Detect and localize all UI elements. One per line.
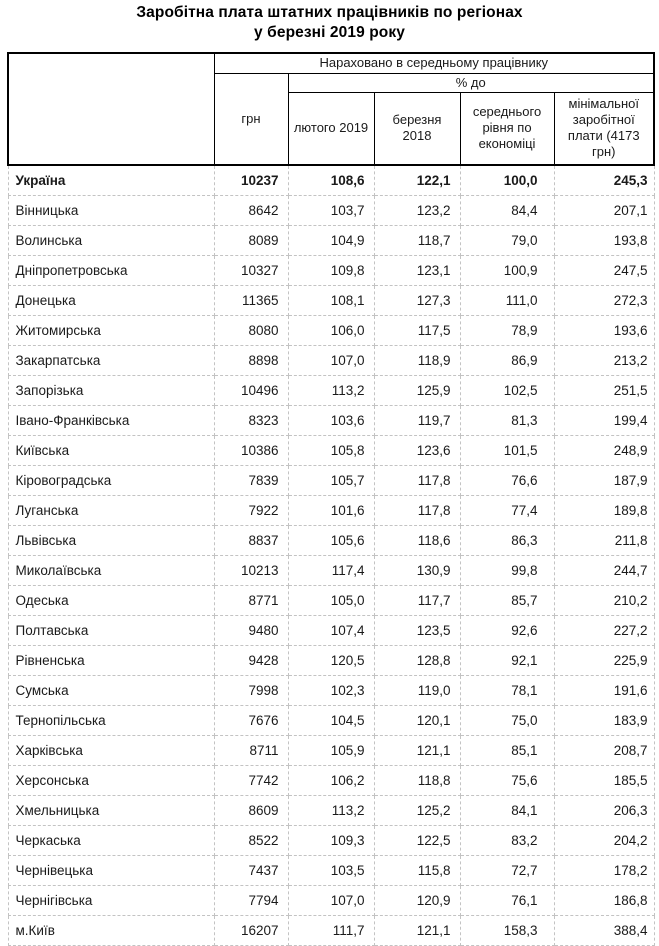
value-cell: 104,9 xyxy=(288,225,374,255)
region-cell: Хмельницька xyxy=(8,795,214,825)
value-cell: 127,3 xyxy=(374,285,460,315)
value-cell: 118,7 xyxy=(374,225,460,255)
value-cell: 204,2 xyxy=(554,825,654,855)
header-col-min-wage: мінімальної заробітної плати (4173 грн) xyxy=(554,92,654,165)
value-cell: 100,0 xyxy=(460,165,554,195)
value-cell: 111,7 xyxy=(288,915,374,945)
region-cell: Івано-Франківська xyxy=(8,405,214,435)
value-cell: 86,3 xyxy=(460,525,554,555)
value-cell: 103,7 xyxy=(288,195,374,225)
region-cell: Чернівецька xyxy=(8,855,214,885)
value-cell: 8771 xyxy=(214,585,288,615)
value-cell: 99,8 xyxy=(460,555,554,585)
region-cell: Полтавська xyxy=(8,615,214,645)
value-cell: 211,8 xyxy=(554,525,654,555)
title-line-1: Заробітна плата штатних працівників по регіонах xyxy=(136,4,523,21)
value-cell: 104,5 xyxy=(288,705,374,735)
value-cell: 81,3 xyxy=(460,405,554,435)
value-cell: 245,3 xyxy=(554,165,654,195)
header-uah-cell: грн xyxy=(214,73,288,165)
table-row xyxy=(8,225,654,255)
value-cell: 85,7 xyxy=(460,585,554,615)
value-cell: 123,1 xyxy=(374,255,460,285)
value-cell: 7794 xyxy=(214,885,288,915)
region-cell: Миколаївська xyxy=(8,555,214,585)
value-cell: 227,2 xyxy=(554,615,654,645)
value-cell: 120,9 xyxy=(374,885,460,915)
value-cell: 75,0 xyxy=(460,705,554,735)
table-row xyxy=(8,495,654,525)
value-cell: 105,0 xyxy=(288,585,374,615)
value-cell: 206,3 xyxy=(554,795,654,825)
table-row xyxy=(8,585,654,615)
value-cell: 102,5 xyxy=(460,375,554,405)
value-cell: 225,9 xyxy=(554,645,654,675)
value-cell: 117,8 xyxy=(374,465,460,495)
value-cell: 10386 xyxy=(214,435,288,465)
table-row xyxy=(8,735,654,765)
value-cell: 7839 xyxy=(214,465,288,495)
value-cell: 109,8 xyxy=(288,255,374,285)
header-col-mar2018: березня 2018 xyxy=(374,92,460,165)
value-cell: 16207 xyxy=(214,915,288,945)
title-line-2: у березні 2019 року xyxy=(254,24,405,41)
table-row xyxy=(8,315,654,345)
value-cell: 121,1 xyxy=(374,915,460,945)
value-cell: 189,8 xyxy=(554,495,654,525)
value-cell: 109,3 xyxy=(288,825,374,855)
value-cell: 185,5 xyxy=(554,765,654,795)
header-blank-cell xyxy=(8,53,214,165)
value-cell: 207,1 xyxy=(554,195,654,225)
table-row xyxy=(8,525,654,555)
value-cell: 113,2 xyxy=(288,795,374,825)
value-cell: 106,0 xyxy=(288,315,374,345)
region-cell: Сумська xyxy=(8,675,214,705)
value-cell: 92,6 xyxy=(460,615,554,645)
table-row xyxy=(8,645,654,675)
value-cell: 84,4 xyxy=(460,195,554,225)
value-cell: 10496 xyxy=(214,375,288,405)
value-cell: 7998 xyxy=(214,675,288,705)
value-cell: 85,1 xyxy=(460,735,554,765)
value-cell: 86,9 xyxy=(460,345,554,375)
table-row xyxy=(8,615,654,645)
value-cell: 117,5 xyxy=(374,315,460,345)
value-cell: 117,8 xyxy=(374,495,460,525)
region-cell: Львівська xyxy=(8,525,214,555)
value-cell: 101,6 xyxy=(288,495,374,525)
value-cell: 123,2 xyxy=(374,195,460,225)
value-cell: 119,0 xyxy=(374,675,460,705)
value-cell: 79,0 xyxy=(460,225,554,255)
header-col-feb2019: лютого 2019 xyxy=(288,92,374,165)
table-row xyxy=(8,285,654,315)
value-cell: 103,5 xyxy=(288,855,374,885)
value-cell: 208,7 xyxy=(554,735,654,765)
value-cell: 107,0 xyxy=(288,885,374,915)
value-cell: 186,8 xyxy=(554,885,654,915)
table-row xyxy=(8,255,654,285)
value-cell: 123,6 xyxy=(374,435,460,465)
value-cell: 8609 xyxy=(214,795,288,825)
table-row xyxy=(8,165,654,195)
value-cell: 272,3 xyxy=(554,285,654,315)
table-row xyxy=(8,405,654,435)
value-cell: 7676 xyxy=(214,705,288,735)
table-row xyxy=(8,675,654,705)
region-cell: Запорізька xyxy=(8,375,214,405)
value-cell: 7922 xyxy=(214,495,288,525)
region-cell: Україна xyxy=(8,165,214,195)
value-cell: 105,9 xyxy=(288,735,374,765)
value-cell: 76,1 xyxy=(460,885,554,915)
value-cell: 9480 xyxy=(214,615,288,645)
value-cell: 118,6 xyxy=(374,525,460,555)
table-row xyxy=(8,705,654,735)
value-cell: 8711 xyxy=(214,735,288,765)
value-cell: 121,1 xyxy=(374,735,460,765)
value-cell: 244,7 xyxy=(554,555,654,585)
value-cell: 103,6 xyxy=(288,405,374,435)
value-cell: 213,2 xyxy=(554,345,654,375)
header-group-cell: Нараховано в середньому працівнику xyxy=(214,53,654,73)
value-cell: 125,9 xyxy=(374,375,460,405)
value-cell: 105,6 xyxy=(288,525,374,555)
header-col-economy-avg: середнього рівня по економіці xyxy=(460,92,554,165)
table-header xyxy=(8,53,654,165)
value-cell: 105,7 xyxy=(288,465,374,495)
value-cell: 78,1 xyxy=(460,675,554,705)
value-cell: 118,9 xyxy=(374,345,460,375)
value-cell: 122,5 xyxy=(374,825,460,855)
value-cell: 118,8 xyxy=(374,765,460,795)
table-row xyxy=(8,885,654,915)
region-cell: Херсонська xyxy=(8,765,214,795)
region-cell: Харківська xyxy=(8,735,214,765)
value-cell: 84,1 xyxy=(460,795,554,825)
value-cell: 72,7 xyxy=(460,855,554,885)
table-row xyxy=(8,375,654,405)
value-cell: 8837 xyxy=(214,525,288,555)
value-cell: 92,1 xyxy=(460,645,554,675)
value-cell: 83,2 xyxy=(460,825,554,855)
value-cell: 106,2 xyxy=(288,765,374,795)
value-cell: 248,9 xyxy=(554,435,654,465)
value-cell: 108,1 xyxy=(288,285,374,315)
value-cell: 9428 xyxy=(214,645,288,675)
value-cell: 191,6 xyxy=(554,675,654,705)
value-cell: 8080 xyxy=(214,315,288,345)
value-cell: 128,8 xyxy=(374,645,460,675)
region-cell: Закарпатська xyxy=(8,345,214,375)
value-cell: 125,2 xyxy=(374,795,460,825)
value-cell: 8522 xyxy=(214,825,288,855)
value-cell: 123,5 xyxy=(374,615,460,645)
value-cell: 251,5 xyxy=(554,375,654,405)
value-cell: 117,7 xyxy=(374,585,460,615)
value-cell: 199,4 xyxy=(554,405,654,435)
region-cell: Донецька xyxy=(8,285,214,315)
table-body xyxy=(8,165,654,945)
value-cell: 102,3 xyxy=(288,675,374,705)
value-cell: 111,0 xyxy=(460,285,554,315)
value-cell: 100,9 xyxy=(460,255,554,285)
value-cell: 210,2 xyxy=(554,585,654,615)
value-cell: 101,5 xyxy=(460,435,554,465)
table-row xyxy=(8,465,654,495)
value-cell: 115,8 xyxy=(374,855,460,885)
value-cell: 11365 xyxy=(214,285,288,315)
table-row xyxy=(8,765,654,795)
region-cell: Луганська xyxy=(8,495,214,525)
value-cell: 193,8 xyxy=(554,225,654,255)
table-row xyxy=(8,195,654,225)
salary-table xyxy=(7,52,655,946)
value-cell: 107,0 xyxy=(288,345,374,375)
value-cell: 187,9 xyxy=(554,465,654,495)
table-row xyxy=(8,825,654,855)
table-row xyxy=(8,435,654,465)
region-cell: Одеська xyxy=(8,585,214,615)
table-row xyxy=(8,855,654,885)
value-cell: 107,4 xyxy=(288,615,374,645)
value-cell: 105,8 xyxy=(288,435,374,465)
value-cell: 78,9 xyxy=(460,315,554,345)
value-cell: 247,5 xyxy=(554,255,654,285)
value-cell: 117,4 xyxy=(288,555,374,585)
value-cell: 10327 xyxy=(214,255,288,285)
page-title xyxy=(0,0,659,43)
region-cell: Житомирська xyxy=(8,315,214,345)
value-cell: 75,6 xyxy=(460,765,554,795)
value-cell: 10237 xyxy=(214,165,288,195)
region-cell: Черкаська xyxy=(8,825,214,855)
region-cell: Київська xyxy=(8,435,214,465)
table-row xyxy=(8,345,654,375)
value-cell: 178,2 xyxy=(554,855,654,885)
value-cell: 120,1 xyxy=(374,705,460,735)
region-cell: Кіровоградська xyxy=(8,465,214,495)
value-cell: 8089 xyxy=(214,225,288,255)
value-cell: 10213 xyxy=(214,555,288,585)
region-cell: Волинська xyxy=(8,225,214,255)
value-cell: 7437 xyxy=(214,855,288,885)
region-cell: м.Київ xyxy=(8,915,214,945)
table-row xyxy=(8,915,654,945)
value-cell: 8323 xyxy=(214,405,288,435)
table-row xyxy=(8,795,654,825)
region-cell: Чернігівська xyxy=(8,885,214,915)
region-cell: Дніпропетровська xyxy=(8,255,214,285)
value-cell: 113,2 xyxy=(288,375,374,405)
value-cell: 122,1 xyxy=(374,165,460,195)
value-cell: 119,7 xyxy=(374,405,460,435)
value-cell: 108,6 xyxy=(288,165,374,195)
value-cell: 8642 xyxy=(214,195,288,225)
value-cell: 130,9 xyxy=(374,555,460,585)
value-cell: 7742 xyxy=(214,765,288,795)
value-cell: 76,6 xyxy=(460,465,554,495)
region-cell: Рівненська xyxy=(8,645,214,675)
value-cell: 8898 xyxy=(214,345,288,375)
header-percent-group-cell: % до xyxy=(288,73,654,92)
value-cell: 193,6 xyxy=(554,315,654,345)
value-cell: 183,9 xyxy=(554,705,654,735)
value-cell: 120,5 xyxy=(288,645,374,675)
value-cell: 77,4 xyxy=(460,495,554,525)
value-cell: 158,3 xyxy=(460,915,554,945)
table-row xyxy=(8,555,654,585)
region-cell: Тернопільська xyxy=(8,705,214,735)
region-cell: Вінницька xyxy=(8,195,214,225)
value-cell: 388,4 xyxy=(554,915,654,945)
